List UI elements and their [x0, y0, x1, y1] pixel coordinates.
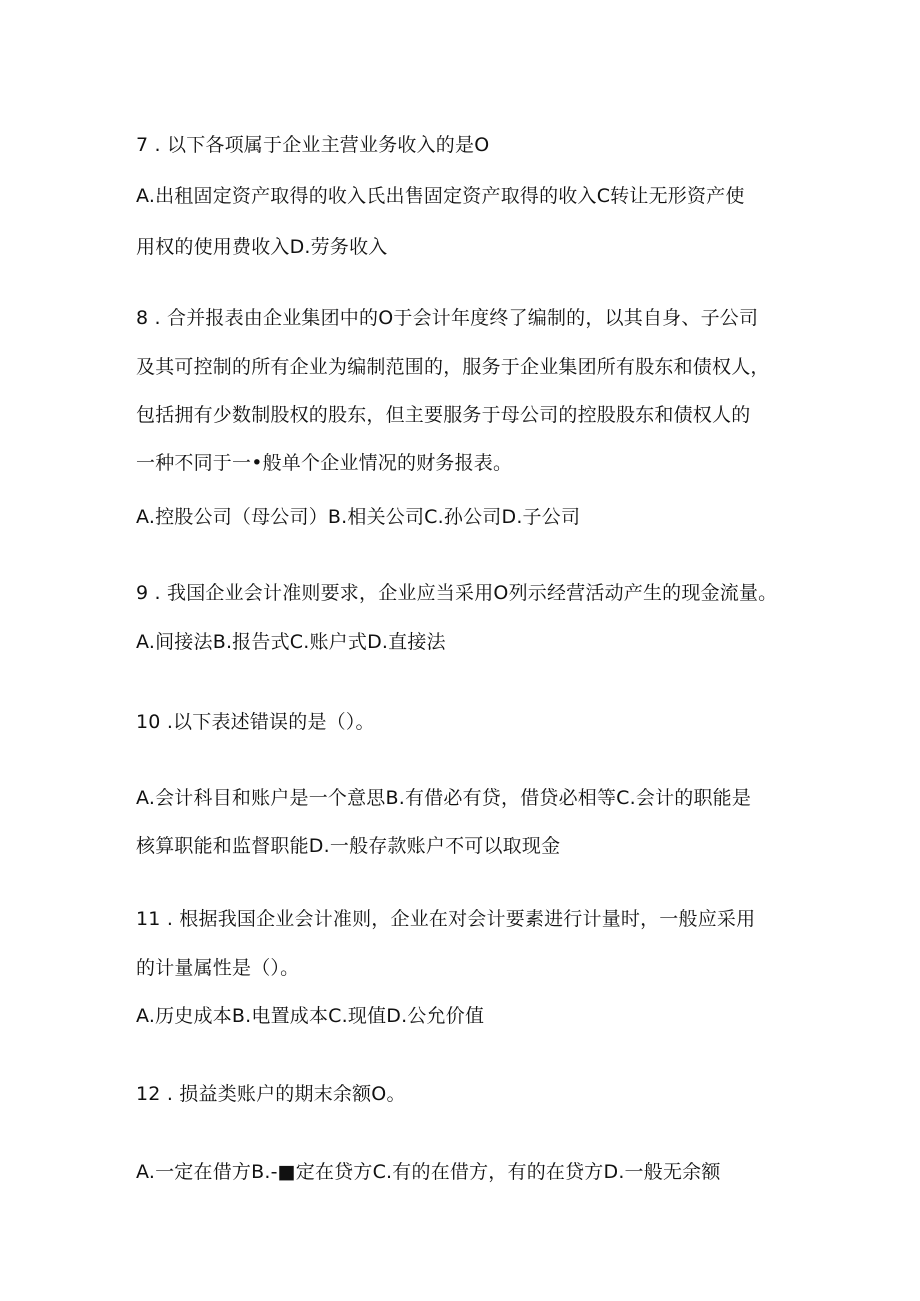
- q11-stem-line-1: 11 . 根据我国企业会计准则，企业在对会计要素进行计量时，一般应采用: [136, 908, 756, 930]
- q8-stem-line-2: 及其可控制的所有企业为编制范围的，服务于企业集团所有股东和债权人，: [136, 356, 770, 378]
- q7-options-line-2: 用权的使用费收入D.劳务收入: [136, 236, 388, 258]
- q11-options-line-1: A.历史成本B.电置成本C.现值D.公允价值: [136, 1005, 485, 1027]
- q11-stem-line-2: 的计量属性是（）。: [136, 957, 300, 979]
- q12-options-line-1: A.一定在借方B.-■定在贷方C.有的在借方，有的在贷方D.一般无余额: [136, 1161, 721, 1183]
- q10-options-line-1: A.会计科目和账户是一个意思B.有借必有贷，借贷必相等C.会计的职能是: [136, 787, 752, 809]
- q8-stem-line-1: 8 . 合并报表由企业集团中的O于会计年度终了编制的，以其自身、子公司: [136, 307, 759, 329]
- q7-stem-line-1: 7 . 以下各项属于企业主营业务收入的是O: [136, 134, 490, 156]
- q8-options-line-1: A.控股公司（母公司）B.相关公司C.孙公司D.子公司: [136, 506, 581, 528]
- q7-options-line-1: A.出租固定资产取得的收入氏出售固定资产取得的收入C转让无形资产使: [136, 185, 745, 207]
- q10-options-line-2: 核算职能和监督职能D.一般存款账户不可以取现金: [136, 835, 561, 857]
- q12-stem-line-1: 12 . 损益类账户的期末余额O。: [136, 1083, 406, 1105]
- q9-options-line-1: A.间接法B.报告式C.账户式D.直接法: [136, 631, 446, 653]
- q10-stem-line-1: 10 .以下表述错误的是（）。: [136, 711, 375, 733]
- q9-stem-line-1: 9 . 我国企业会计准则要求，企业应当采用O列示经营活动产生的现金流量。: [136, 582, 778, 604]
- q8-stem-line-3: 包括拥有少数制股权的股东，但主要服务于母公司的控股股东和债权人的: [136, 404, 751, 426]
- q8-stem-line-4: 一种不同于一•般单个企业情况的财务报表。: [136, 452, 513, 474]
